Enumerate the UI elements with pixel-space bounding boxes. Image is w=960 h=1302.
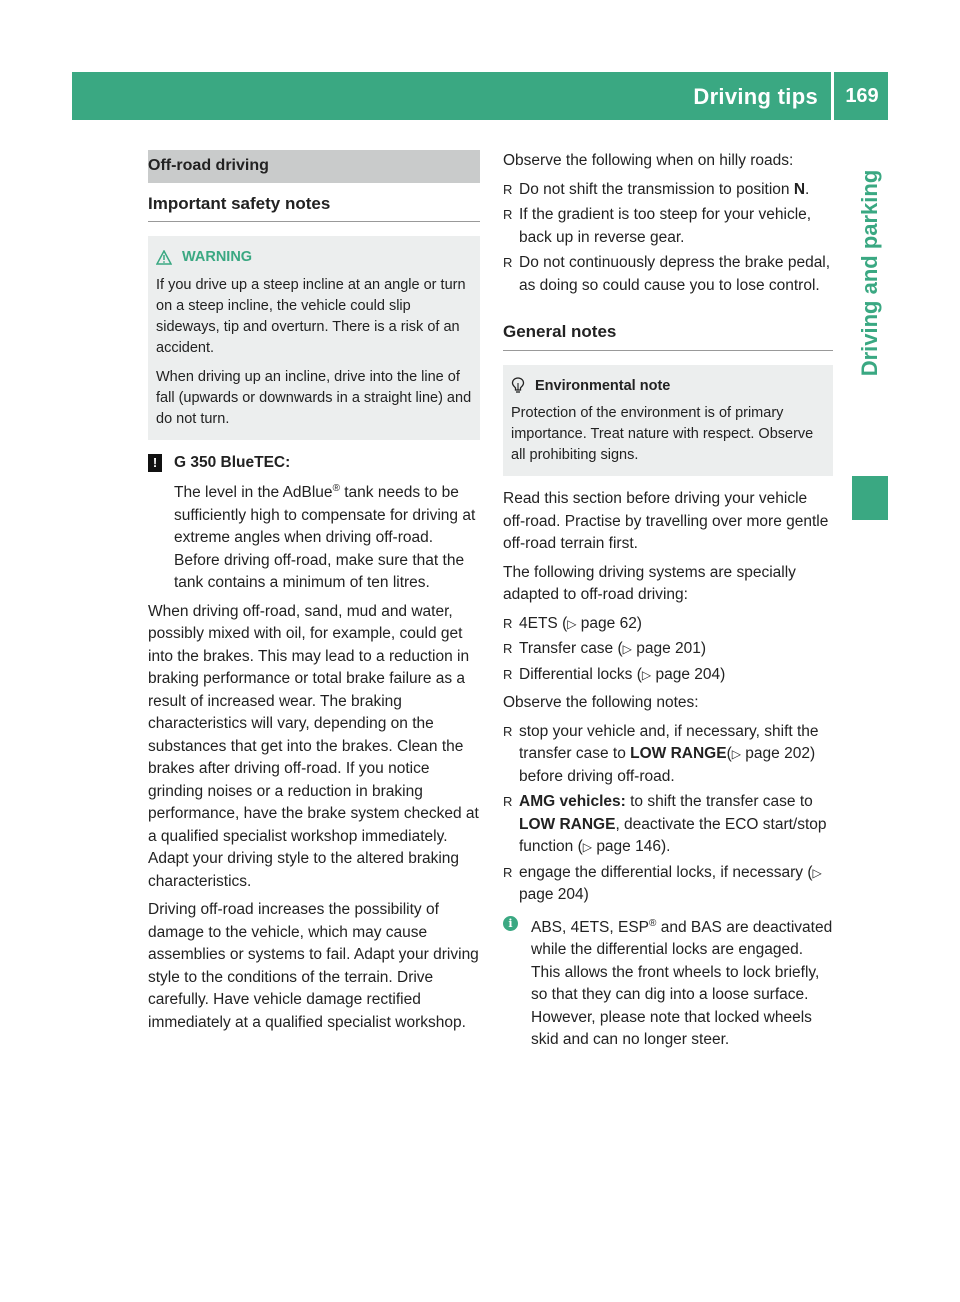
- warning-label: WARNING: [182, 249, 253, 265]
- header-divider: [831, 72, 834, 120]
- warning-text-2: When driving up an incline, drive into the line of fall (upwards or downwards in a straight line) and do not turn.: [156, 368, 472, 427]
- page-header: [72, 72, 888, 120]
- info-icon: i: [503, 916, 518, 931]
- page-ref-arrow-icon: ▷: [641, 667, 652, 682]
- page-number: 169: [845, 85, 879, 107]
- env-note-title: [511, 375, 825, 398]
- systems-list: [503, 613, 833, 687]
- page-reference[interactable]: page 204): [655, 665, 726, 683]
- list-item: R engage the differential locks, if necessary (▷ page 204): [503, 862, 833, 907]
- systems-intro: The following driving systems are specially adapted to off-road driving:: [503, 563, 796, 603]
- env-note-text: Protection of the environment is of primary importance. Treat nature with respect. Observe all prohibiting signs.: [511, 405, 814, 463]
- page-ref-arrow-icon: ▷: [567, 616, 577, 631]
- damage-paragraph: Driving off-road increases the possibility of damage to the vehicle, which may cause assemblies or systems to fail. Adapt your driving style to the conditions of the terrain. Drive carefully. Have vehicle damage rectified immediately at a qualified specialist workshop.: [148, 901, 479, 1031]
- section-title: Off-road driving: [148, 157, 269, 174]
- page-ref-arrow-icon: ▷: [731, 747, 741, 761]
- page-ref-arrow-icon: ▷: [582, 840, 592, 854]
- brakes-paragraph: When driving off-road, sand, mud and water, possibly mixed with oil, for example, could get into the brakes. This may lead to a reduction in braking performance or total brake failure as a result of increased wear. The braking characteristics will vary, depending on the substances that get into the brakes. Clean the brakes after driving off-road. If you notice grinding noises or a reduction in braking performance, have the brake system checked at a qualified specialist workshop immediately. Adapt your driving style to the altered braking characteristics.: [148, 602, 479, 890]
- read-section-paragraph: Read this section before driving your vehicle off-road. Practise by travelling over more gentle off-road terrain first.: [503, 490, 829, 552]
- general-notes-heading: General notes: [503, 311, 833, 351]
- list-item: R AMG vehicles: to shift the transfer case to LOW RANGE, deactivate the ECO start/stop function (▷ page 146).: [503, 791, 833, 859]
- side-tab-marker: [852, 476, 888, 520]
- notice-title: G 350 BlueTEC:: [174, 453, 291, 471]
- warning-box: [148, 236, 480, 440]
- page-reference[interactable]: page 201): [636, 640, 707, 657]
- exclamation-icon: !: [148, 454, 162, 472]
- hilly-list: [503, 179, 833, 298]
- page-reference[interactable]: page 62): [580, 614, 642, 632]
- list-item: R stop your vehicle and, if necessary, shift the transfer case to LOW RANGE(▷ page 202) before driving off-road.: [503, 721, 833, 789]
- warning-triangle-icon: [156, 250, 172, 265]
- page-reference[interactable]: page 204): [519, 886, 589, 903]
- hilly-intro: Observe the following when on hilly roads:: [503, 152, 794, 169]
- notes-list: [503, 721, 833, 907]
- side-tab: [852, 120, 888, 440]
- page-ref-arrow-icon: ▷: [812, 865, 822, 880]
- info-text: ABS, 4ETS, ESP® and BAS are deactivated while the differential locks are engaged. This allows the front wheels to lock briefly, so that they can dig into a loose surface. However, please note that locked wheels skid and can no longer steer.: [531, 917, 833, 1049]
- list-item: R Transfer case (▷ page 201): [503, 638, 833, 661]
- list-item: R Do not shift the transmission to position N.: [503, 179, 833, 202]
- list-item: R If the gradient is too steep for your vehicle, back up in reverse gear.: [503, 204, 833, 249]
- page-ref-arrow-icon: ▷: [622, 642, 632, 656]
- environmental-note-box: [503, 365, 833, 477]
- subsection-heading: Important safety notes: [148, 183, 480, 223]
- list-item: R Do not continuously depress the brake pedal, as doing so could cause you to lose control.: [503, 252, 833, 297]
- side-tab-label: Driving and parking: [857, 169, 882, 377]
- page-reference[interactable]: page 146).: [596, 838, 671, 855]
- page-reference[interactable]: page 202) before driving off-road.: [519, 745, 816, 785]
- env-note-label: Environmental note: [535, 377, 671, 394]
- right-column: [503, 150, 833, 1052]
- notes-intro: Observe the following notes:: [503, 694, 699, 711]
- lightbulb-icon: [511, 377, 525, 394]
- info-note: [503, 913, 833, 1052]
- notice-block: [148, 452, 480, 595]
- warning-title: [156, 246, 472, 269]
- warning-text-1: If you drive up a steep incline at an angle or turn on a steep incline, the vehicle could slip sideways, tip and overturn. There is a risk of an accident.: [156, 276, 466, 356]
- section-heading: [148, 150, 480, 183]
- header-title: Driving tips: [693, 84, 818, 109]
- list-item: R 4ETS (▷ page 62): [503, 613, 833, 636]
- left-column: [148, 150, 480, 1040]
- notice-text: The level in the AdBlue® tank needs to be sufficiently high to compensate for driving at extreme angles when driving off-road. Before driving off-road, make sure that the tank contains a minimum of ten litres.: [174, 483, 476, 592]
- list-item: R Differential locks (▷ page 204): [503, 664, 833, 687]
